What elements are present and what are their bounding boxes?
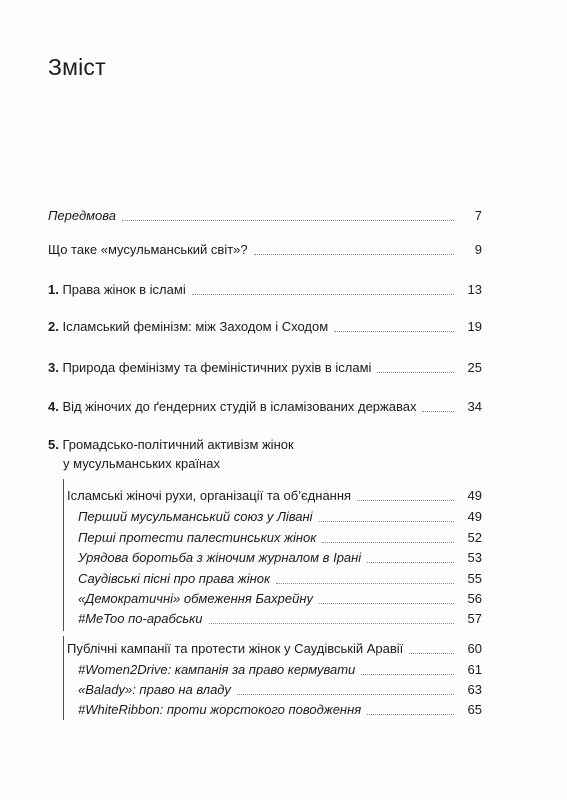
- toc-entry-foreword[interactable]: [48, 206, 482, 224]
- toc-entry-page: 55: [467, 571, 482, 586]
- toc-entry-label: Урядова боротьба з жіночим журналом в Ірані: [78, 550, 362, 565]
- chapter-title: Від жіночих до ґендерних студій в ісламізованих державах: [58, 399, 417, 414]
- toc-section-campaigns[interactable]: [67, 639, 482, 657]
- chapter-number: 2.: [48, 319, 59, 334]
- toc-chapter-2[interactable]: [48, 317, 482, 335]
- toc-entry-muslim-world[interactable]: [48, 240, 482, 258]
- toc-entry-label: «Balady»: право на владу: [78, 682, 231, 697]
- toc-subsection[interactable]: [78, 589, 482, 607]
- toc-subsection[interactable]: [78, 507, 482, 525]
- toc-chapter-3[interactable]: [48, 358, 482, 376]
- dot-leader: [319, 521, 454, 522]
- chapter-number: 4.: [48, 399, 59, 414]
- toc-entry-page: 52: [467, 530, 482, 545]
- toc-entry-label: [48, 399, 416, 415]
- toc-entry-label: Що таке «мусульманський світ»?: [48, 242, 248, 257]
- toc-entry-page: 61: [467, 662, 482, 677]
- dot-leader: [409, 653, 454, 654]
- toc-entry-label: [48, 282, 186, 298]
- page-title: Зміст: [48, 54, 106, 80]
- dot-leader: [276, 583, 454, 584]
- toc-entry-page: 53: [467, 550, 482, 565]
- toc-entry-label: #MeToo по-арабськи: [78, 611, 203, 626]
- toc-entry-page: 34: [467, 399, 482, 414]
- toc-entry-label: Передмова: [48, 208, 117, 223]
- dot-leader: [322, 542, 454, 543]
- dot-leader: [361, 674, 454, 675]
- dot-leader: [367, 714, 454, 715]
- toc-subsection[interactable]: [78, 528, 482, 546]
- toc-entry-label: Перші протести палестинських жінок: [78, 530, 317, 545]
- dot-leader: [319, 603, 454, 604]
- toc-entry-label: «Демократичні» обмеження Бахрейну: [78, 591, 313, 606]
- chapter-title: Права жінок в ісламі: [58, 282, 186, 297]
- toc-entry-label: #WhiteRibbon: проти жорстокого поводження: [78, 702, 362, 717]
- dot-leader: [357, 500, 454, 501]
- toc-entry-page: 13: [467, 282, 482, 297]
- chapter-title-continued: у мусульманських країнах: [63, 456, 220, 471]
- toc-subsection[interactable]: [78, 569, 482, 587]
- chapter-title: Громадсько-політичний активізм жінок: [58, 437, 294, 452]
- toc-entry-label: [48, 360, 371, 376]
- section-rule: [63, 479, 64, 631]
- chapter-title: Ісламський фемінізм: між Заходом і Сходом: [58, 319, 329, 334]
- toc-entry-page: 56: [467, 591, 482, 606]
- toc-entry-label: Ісламські жіночі рухи, організації та об’єднання: [67, 488, 352, 503]
- toc-entry-page: 9: [474, 242, 482, 257]
- toc-subsection[interactable]: [78, 548, 482, 566]
- chapter-number: 1.: [48, 282, 59, 297]
- chapter-number: 5.: [48, 437, 59, 452]
- toc-chapter-5-line2: [63, 456, 220, 472]
- toc-subsection[interactable]: [78, 680, 482, 698]
- dot-leader: [237, 694, 454, 695]
- toc-entry-page: 7: [474, 208, 482, 223]
- toc-entry-page: 63: [467, 682, 482, 697]
- toc-entry-page: 25: [467, 360, 482, 375]
- toc-entry-page: 65: [467, 702, 482, 717]
- toc-entry-page: 60: [467, 641, 482, 656]
- toc-entry-label: Перший мусульманський союз у Лівані: [78, 509, 313, 524]
- toc-entry-page: 57: [467, 611, 482, 626]
- toc-subsection[interactable]: [78, 700, 482, 718]
- toc-chapter-5[interactable]: [48, 437, 294, 453]
- toc-chapter-1[interactable]: [48, 280, 482, 298]
- toc-subsection[interactable]: [78, 660, 482, 678]
- toc-section-movements[interactable]: [67, 486, 482, 504]
- toc-subsection[interactable]: [78, 609, 482, 627]
- dot-leader: [254, 254, 454, 255]
- chapter-number: 3.: [48, 360, 59, 375]
- dot-leader: [334, 331, 454, 332]
- toc-chapter-4[interactable]: [48, 397, 482, 415]
- dot-leader: [209, 623, 454, 624]
- dot-leader: [122, 220, 454, 221]
- dot-leader: [192, 294, 454, 295]
- section-rule: [63, 636, 64, 720]
- toc-entry-page: 19: [467, 319, 482, 334]
- toc-entry-label: #Women2Drive: кампанія за право кермувати: [78, 662, 356, 677]
- toc-entry-label: Публічні кампанії та протести жінок у Саудівській Аравії: [67, 641, 404, 656]
- chapter-title: Природа фемінізму та феміністичних рухів в ісламі: [58, 360, 372, 375]
- toc-entry-page: 49: [467, 509, 482, 524]
- dot-leader: [422, 411, 454, 412]
- dot-leader: [377, 372, 454, 373]
- dot-leader: [367, 562, 454, 563]
- toc-entry-label: Саудівські пісні про права жінок: [78, 571, 271, 586]
- toc-entry-label: [48, 319, 328, 335]
- toc-entry-page: 49: [467, 488, 482, 503]
